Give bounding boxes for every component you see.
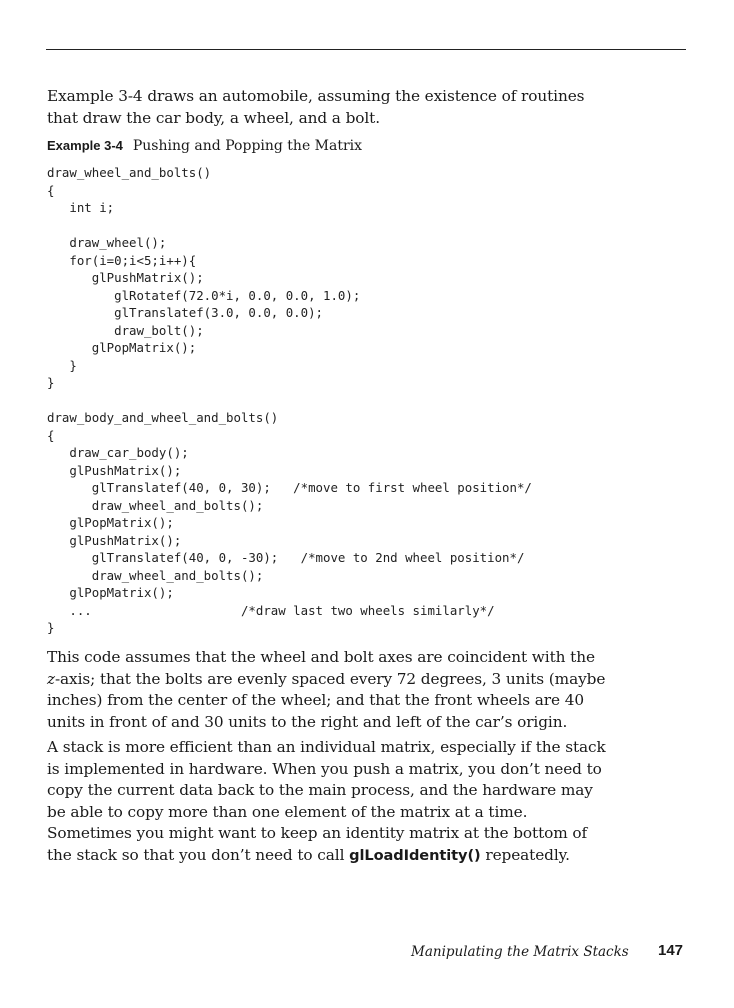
example-heading <box>47 138 362 154</box>
code-line: glPushMatrix(); <box>47 532 182 548</box>
function-name: glLoadIdentity() <box>349 846 481 864</box>
code-line <box>47 217 532 235</box>
code-line: glPushMatrix(); <box>47 462 182 478</box>
code-line: glTranslatef(40, 0, -30); /*move to 2nd wheel position*/ <box>47 550 525 565</box>
code-line: draw_bolt(); <box>47 322 204 338</box>
code-line: draw_wheel_and_bolts() <box>47 165 212 180</box>
intro-paragraph: Example 3-4 draws an automobile, assuming the existence of routines that draw the car body, a wheel, and a bolt. <box>47 87 585 127</box>
code-line: for(i=0;i<5;i++){ <box>47 252 197 268</box>
code-line: { <box>47 427 55 443</box>
stack-text-start: A stack is more efficient than an individual matrix, especially if the stack is implemented in hardware. When you push a matrix, you don’t need to copy the current data back to the main process, and the hardware may be able to copy more than one element of the matrix at a time. Sometimes you might want to keep an identity matrix at the bottom of the stack so that you don’t need to call <box>47 738 606 864</box>
code-line: int i; <box>47 200 115 215</box>
code-line: glRotatef(72.0*i, 0.0, 0.0, 1.0); <box>47 287 361 303</box>
code-line: glTranslatef(40, 0, 30); /*move to first wheel position*/ <box>47 480 532 495</box>
code-line <box>47 392 532 410</box>
explanation-text-start: This code assumes that the wheel and bolt axes are coincident with the <box>47 648 595 666</box>
code-line: } <box>47 620 55 635</box>
explanation-paragraph <box>47 647 607 733</box>
explanation-text-end: -axis; that the bolts are evenly spaced every 72 degrees, 3 units (maybe inches) from the center of the wheel; and that the front wheels are 40 units in front of and 30 units to the right and left of the car’s origin. <box>47 669 606 731</box>
header-rule <box>46 49 686 50</box>
footer-section-title: Manipulating the Matrix Stacks <box>411 944 629 960</box>
code-line: glTranslatef(3.0, 0.0, 0.0); <box>47 305 324 320</box>
axis-name: z <box>47 669 55 688</box>
code-line: } <box>47 357 77 373</box>
code-line: { <box>47 182 55 198</box>
code-line: glPushMatrix(); <box>47 270 204 285</box>
code-line: ... /*draw last two wheels similarly*/ <box>47 602 495 618</box>
code-listing <box>47 164 532 637</box>
page-number: 147 <box>658 942 684 959</box>
code-line: } <box>47 375 55 390</box>
stack-efficiency-paragraph <box>47 737 612 866</box>
code-line: glPopMatrix(); <box>47 515 174 530</box>
example-title: Pushing and Popping the Matrix <box>132 138 363 154</box>
code-line: draw_wheel(); <box>47 235 167 250</box>
stack-text-end: repeatedly. <box>480 845 570 864</box>
code-line: glPopMatrix(); <box>47 585 174 600</box>
code-line: draw_wheel_and_bolts(); <box>47 567 264 583</box>
code-line: draw_car_body(); <box>47 445 189 460</box>
code-line: glPopMatrix(); <box>47 340 197 355</box>
code-line: draw_wheel_and_bolts(); <box>47 497 264 513</box>
code-line: draw_body_and_wheel_and_bolts() <box>47 410 279 425</box>
example-number: Example 3-4 <box>47 138 123 153</box>
